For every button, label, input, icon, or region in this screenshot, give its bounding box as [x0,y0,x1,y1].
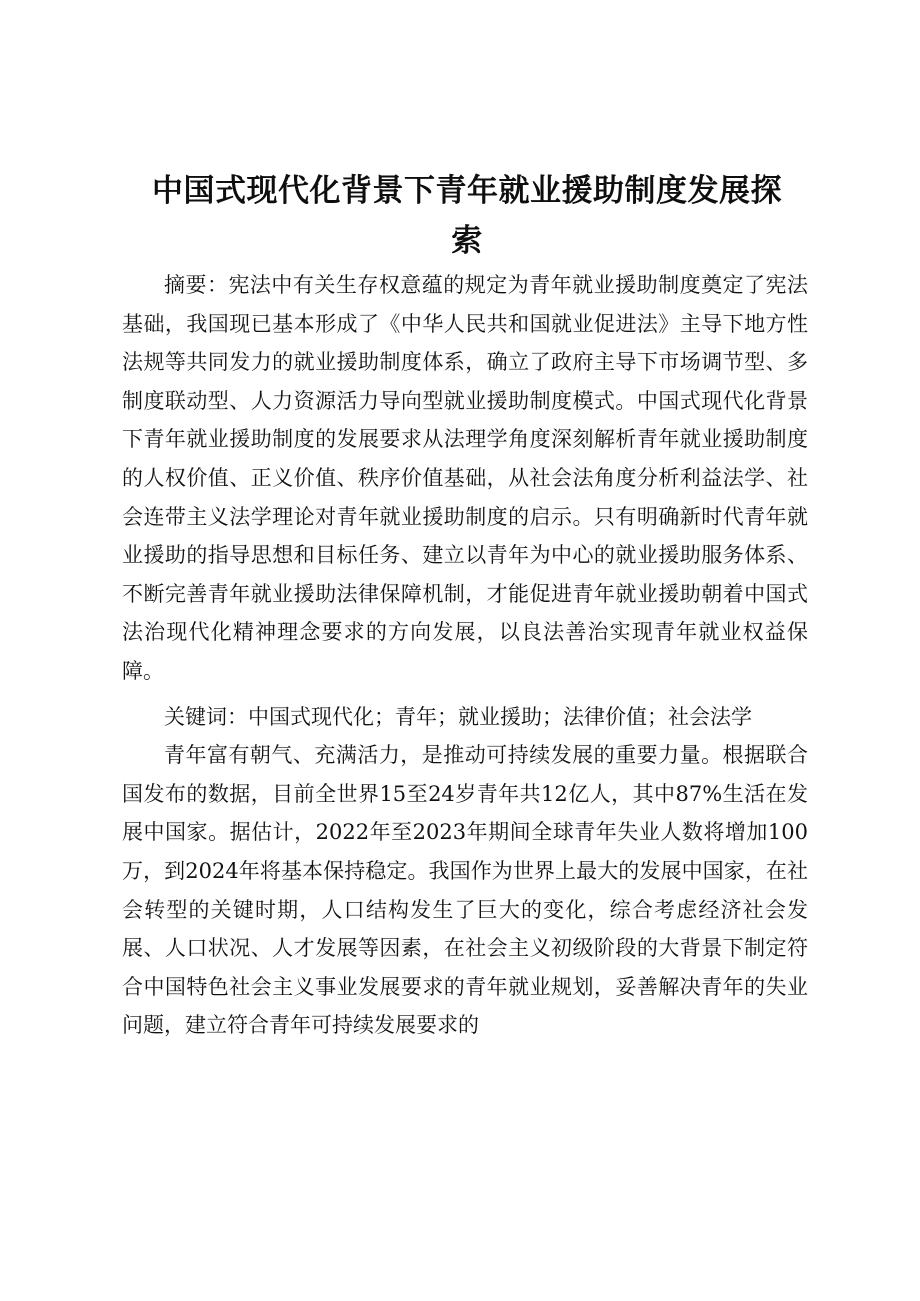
paragraph-gap [122,691,808,698]
document-body [122,266,808,1045]
abstract-paragraph: 摘要：宪法中有关生存权意蕴的规定为青年就业援助制度奠定了宪法基础，我国现已基本形成了《中华人民共和国就业促进法》主导下地方性法规等共同发力的就业援助制度体系，确立了政府主导下市场调节型、多制度联动型、人力资源活力导向型就业援助制度模式。中国式现代化背景下青年就业援助制度的发展要求从法理学角度深刻解析青年就业援助制度的人权价值、正义价值、秩序价值基础，从社会法角度分析利益法学、社会连带主义法学理论对青年就业援助制度的启示。只有明确新时代青年就业援助的指导思想和目标任务、建立以青年为中心的就业援助服务体系、不断完善青年就业援助法律保障机制，才能促进青年就业援助朝着中国式法治现代化精神理念要求的方向发展，以良法善治实现青年就业权益保障。 [122,273,808,683]
body-paragraph: 青年富有朝气、充满活力，是推动可持续发展的重要力量。根据联合国发布的数据，目前全世界15至24岁青年共12亿人，其中87%生活在发展中国家。据估计，2022年至2023年期间全球青年失业人数将增加100万，到2024年将基本保持稳定。我国作为世界上最大的发展中国家，在社会转型的关键时期，人口结构发生了巨大的变化，综合考虑经济社会发展、人口状况、人才发展等因素，在社会主义初级阶段的大背景下制定符合中国特色社会主义事业发展要求的青年就业规划，妥善解决青年的失业问题，建立符合青年可持续发展要求的 [122,743,808,1038]
document-title [122,166,812,266]
title-line-2: 索 [451,223,483,259]
title-line-1: 中国式现代化背景下青年就业援助制度发展探 [152,173,782,209]
keywords-paragraph: 关键词：中国式现代化；青年；就业援助；法律价值；社会法学 [164,704,752,729]
